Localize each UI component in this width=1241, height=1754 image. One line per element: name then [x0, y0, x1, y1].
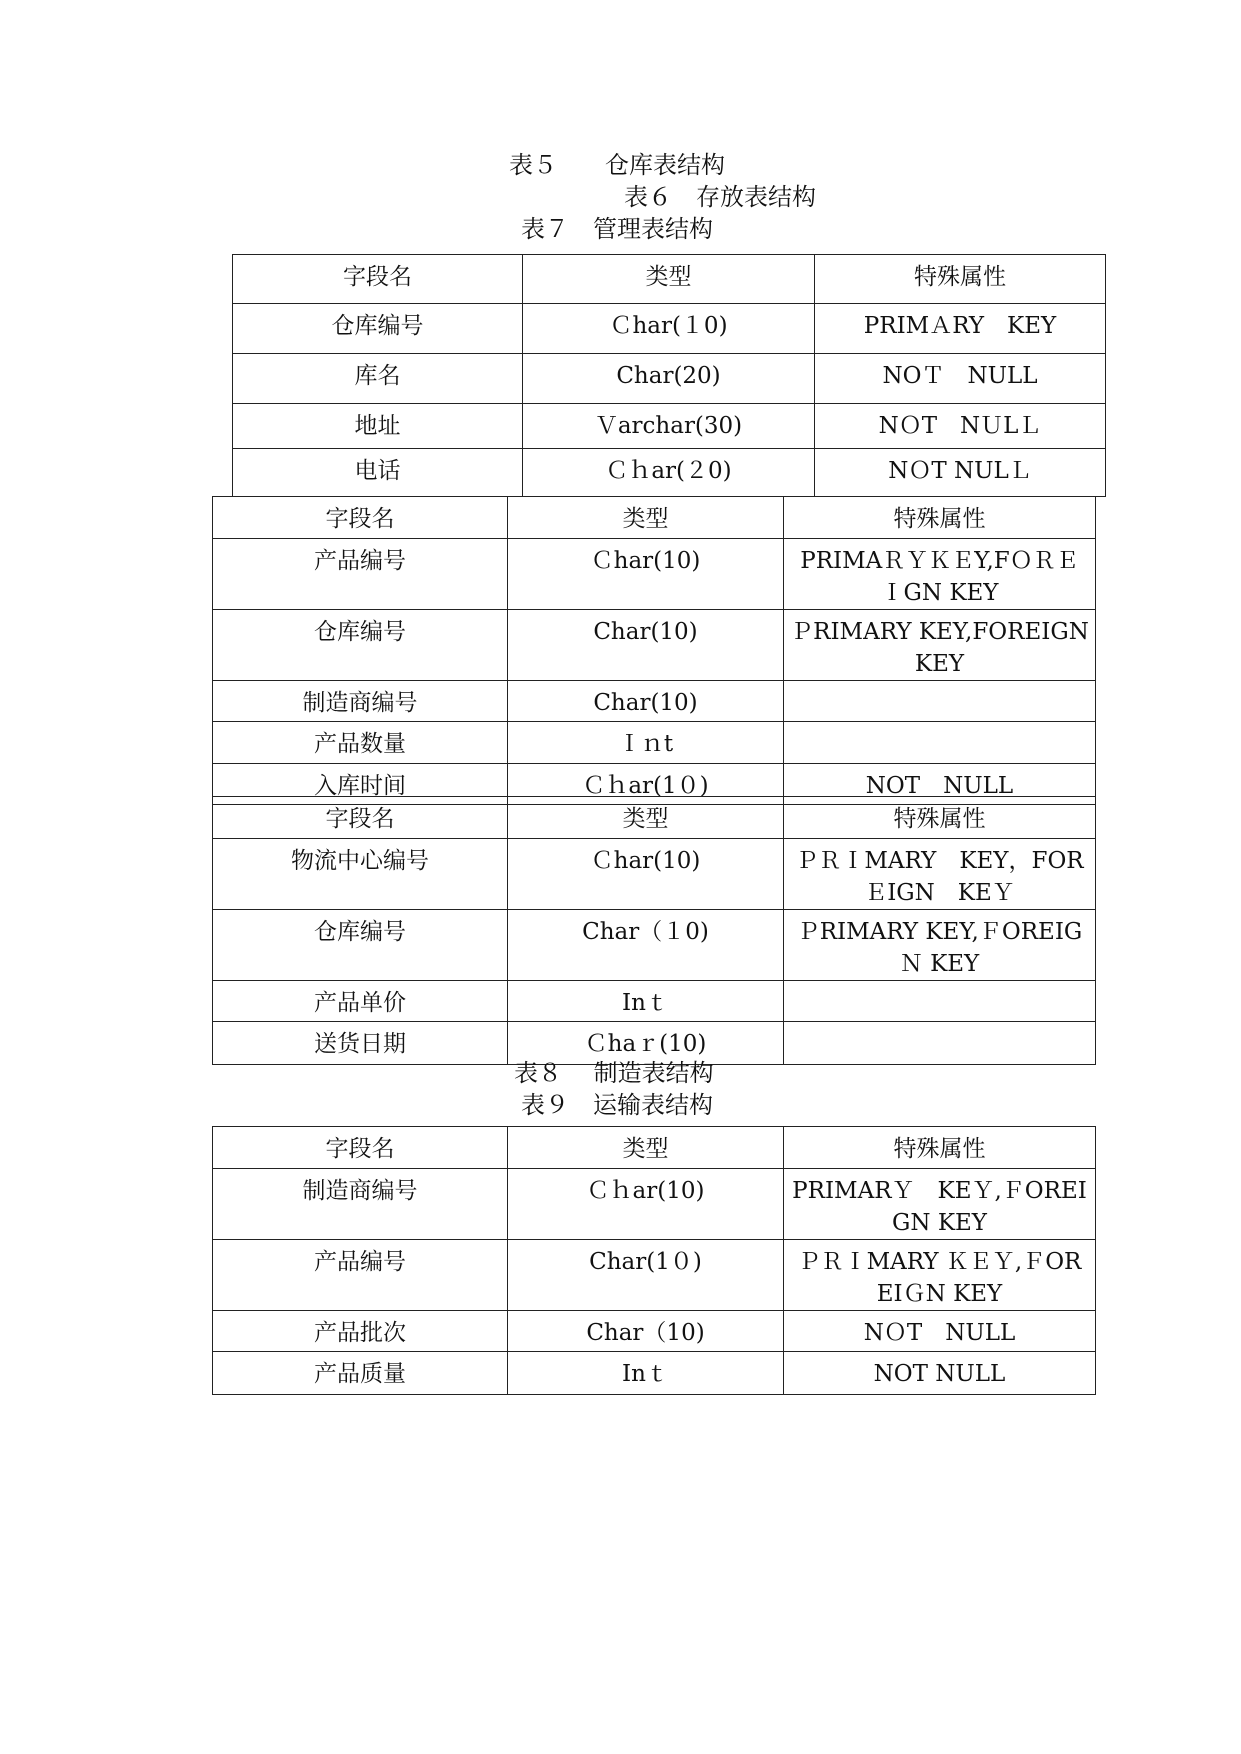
field-cell: 制造商编号 — [213, 1169, 508, 1240]
type-cell: Ｃhaｒ(10) — [508, 1022, 784, 1065]
type-cell: Ｃhar(１0) — [523, 304, 815, 354]
field-cell: 仓库编号 — [233, 304, 523, 354]
header-cell-field: 字段名 — [213, 497, 508, 539]
table-row — [213, 610, 1096, 681]
field-cell: 库名 — [233, 354, 523, 404]
type-cell: Ｃｈar(２0) — [523, 449, 815, 497]
header-cell-type: 类型 — [508, 797, 784, 839]
caption-table-6: 表６ 存放表结构 — [624, 183, 816, 211]
header-cell-type: 类型 — [508, 497, 784, 539]
header-cell-field: 字段名 — [233, 255, 523, 304]
table-row — [233, 354, 1106, 404]
type-cell: Ｃhar(10) — [508, 539, 784, 610]
attr-cell: ＰＲＩMARY ＫＥＹ,ＦOREIＧN KEY — [784, 1240, 1096, 1311]
management-table — [212, 796, 1096, 1065]
table-header-row — [233, 255, 1106, 304]
field-cell: 制造商编号 — [213, 681, 508, 722]
attr-cell: NＯT NULＬ — [815, 449, 1106, 497]
table-row — [213, 1352, 1096, 1395]
table-row — [213, 681, 1096, 722]
field-cell: 电话 — [233, 449, 523, 497]
table-row — [213, 722, 1096, 764]
table-row — [213, 839, 1096, 910]
field-cell: 地址 — [233, 404, 523, 449]
header-cell-field: 字段名 — [213, 1127, 508, 1169]
field-cell: 入库时间 — [213, 764, 508, 805]
table-row — [213, 1240, 1096, 1311]
attr-cell: PRIMAＲＹＫＥY,FＯＲＥＩGN KEY — [784, 539, 1096, 610]
type-cell: Char（10) — [508, 1311, 784, 1352]
type-cell: Ｃｈar(1０) — [508, 764, 784, 805]
field-cell: 仓库编号 — [213, 610, 508, 681]
attr-cell: NOT NULL — [784, 764, 1096, 805]
type-cell: Inｔ — [508, 981, 784, 1022]
attr-cell — [784, 1022, 1096, 1065]
storage-table — [212, 496, 1096, 805]
field-cell: 产品批次 — [213, 1311, 508, 1352]
attr-cell: ＰRIMARY KEY,FOREIGN KEY — [784, 610, 1096, 681]
attr-cell: ＰRIMARY KEY,ＦOREIGＮ KEY — [784, 910, 1096, 981]
table-row — [213, 981, 1096, 1022]
field-cell: 物流中心编号 — [213, 839, 508, 910]
field-cell: 产品编号 — [213, 539, 508, 610]
caption-table-5: 表５ 仓库表结构 — [509, 151, 725, 179]
header-cell-attr: 特殊属性 — [784, 1127, 1096, 1169]
type-cell: Char(1０) — [508, 1240, 784, 1311]
attr-cell — [784, 722, 1096, 764]
warehouse-table — [232, 254, 1106, 497]
header-cell-attr: 特殊属性 — [784, 797, 1096, 839]
header-cell-type: 类型 — [523, 255, 815, 304]
table-row — [233, 449, 1106, 497]
type-cell: Char(10) — [508, 681, 784, 722]
header-cell-type: 类型 — [508, 1127, 784, 1169]
attr-cell: PRIMＡRY KEY — [815, 304, 1106, 354]
table-row — [213, 539, 1096, 610]
header-cell-attr: 特殊属性 — [815, 255, 1106, 304]
attr-cell: NＯT NＵLＬ — [815, 404, 1106, 449]
field-cell: 产品质量 — [213, 1352, 508, 1395]
type-cell: Inｔ — [508, 1352, 784, 1395]
type-cell: Char(10) — [508, 610, 784, 681]
header-cell-field: 字段名 — [213, 797, 508, 839]
table-row — [213, 910, 1096, 981]
attr-cell: NOＴ NULL — [815, 354, 1106, 404]
attr-cell: NＯT NULL — [784, 1311, 1096, 1352]
attr-cell: ＰＲＩMARY KEY，FORＥIGN KEＹ — [784, 839, 1096, 910]
transport-table — [212, 1126, 1096, 1395]
caption-table-8: 表８ 制造表结构 — [514, 1059, 714, 1087]
table-header-row — [213, 797, 1096, 839]
table-row — [213, 1311, 1096, 1352]
table-header-row — [213, 497, 1096, 539]
caption-table-9: 表９ 运输表结构 — [521, 1091, 713, 1119]
type-cell: Ｉｎt — [508, 722, 784, 764]
attr-cell — [784, 981, 1096, 1022]
attr-cell: NOT NULL — [784, 1352, 1096, 1395]
field-cell: 送货日期 — [213, 1022, 508, 1065]
header-cell-attr: 特殊属性 — [784, 497, 1096, 539]
table-row — [233, 404, 1106, 449]
field-cell: 产品编号 — [213, 1240, 508, 1311]
field-cell: 产品单价 — [213, 981, 508, 1022]
type-cell: Ｃｈar(10) — [508, 1169, 784, 1240]
type-cell: Char（１0) — [508, 910, 784, 981]
field-cell: 仓库编号 — [213, 910, 508, 981]
attr-cell — [784, 681, 1096, 722]
type-cell: Ｖarchar(30) — [523, 404, 815, 449]
field-cell: 产品数量 — [213, 722, 508, 764]
type-cell: Char(20) — [523, 354, 815, 404]
table-row — [213, 1169, 1096, 1240]
caption-table-7: 表７ 管理表结构 — [521, 215, 713, 243]
table-header-row — [213, 1127, 1096, 1169]
attr-cell: PRIMARＹ KEＹ,ＦOREIGN KEY — [784, 1169, 1096, 1240]
table-row — [233, 304, 1106, 354]
type-cell: Ｃhar(10) — [508, 839, 784, 910]
